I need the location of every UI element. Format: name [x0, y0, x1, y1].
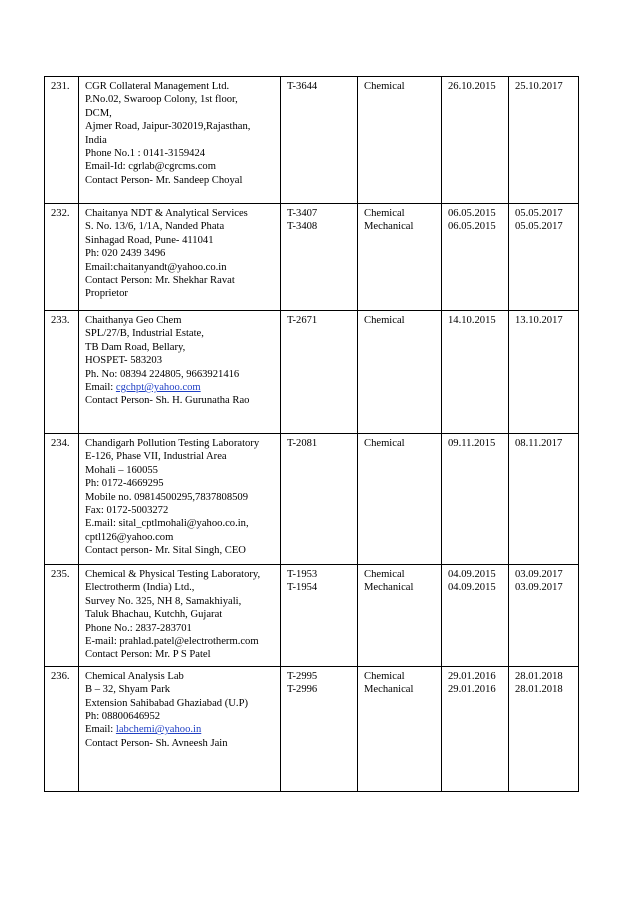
address-line-text: Chemical Analysis Lab: [85, 670, 184, 682]
address-line: [85, 107, 274, 120]
address-line: [85, 174, 274, 187]
address-line: [85, 220, 274, 233]
table-row: [45, 565, 579, 667]
address-line-text: E-126, Phase VII, Industrial Area: [85, 451, 227, 463]
certificate-number-cell: [281, 666, 358, 791]
address-line: [85, 723, 274, 736]
address-line-text: Email:chaitanyandt@yahoo.co.in: [85, 261, 227, 273]
discipline: Mechanical: [364, 582, 414, 594]
certificate-number: T-2081: [287, 438, 318, 449]
address-line-text: CGR Collateral Management Ltd.: [85, 81, 230, 92]
address-line-text: Contact Person: Mr. Shekhar Ravat: [85, 275, 235, 287]
address-line-text: Ph: 0172-4669295: [85, 478, 164, 490]
address-line-text: Contact Person: Mr. P S Patel: [85, 649, 211, 661]
valid-to-cell: [509, 666, 579, 791]
valid-from-date: 06.05.2015: [448, 208, 496, 219]
address-line: [85, 234, 274, 247]
valid-to-date: 08.11.2017: [515, 438, 563, 449]
laboratory-details-cell: [79, 204, 281, 311]
valid-to-cell: [509, 204, 579, 311]
address-line: [85, 93, 274, 106]
serial-number: 235.: [51, 569, 70, 580]
discipline-cell: [358, 666, 442, 791]
table-row: [45, 77, 579, 204]
valid-to-date: 28.01.2018: [515, 670, 563, 682]
address-line-text: S. No. 13/6, 1/1A, Nanded Phata: [85, 221, 225, 233]
valid-from-cell: [442, 565, 509, 667]
address-line: [85, 517, 274, 530]
valid-to-date: 25.10.2017: [515, 81, 563, 92]
serial-number: 236.: [51, 670, 70, 682]
address-line-text: Email:: [85, 724, 116, 736]
address-line-text: HOSPET- 583203: [85, 355, 163, 367]
certificate-number: T-3407: [287, 208, 318, 219]
certificate-number-cell: [281, 565, 358, 667]
valid-from-cell: [442, 204, 509, 311]
address-line-text: TB Dam Road, Bellary,: [85, 341, 186, 353]
address-line-text: E.mail: sital_cptlmohali@yahoo.co.in,: [85, 518, 249, 530]
address-line: [85, 160, 274, 173]
valid-from-date: 09.11.2015: [448, 438, 496, 449]
valid-from-cell: [442, 434, 509, 565]
address-line: [85, 622, 274, 635]
address-line-text: India: [85, 134, 107, 146]
address-line-text: Mobile no. 09814500295,7837808509: [85, 491, 249, 503]
serial-number-cell: [45, 311, 79, 434]
discipline: Mechanical: [364, 684, 414, 696]
serial-number-cell: [45, 434, 79, 565]
valid-to-date: 03.09.2017: [515, 569, 563, 580]
address-line-text: Contact Person- Mr. Sandeep Choyal: [85, 174, 243, 186]
address-line: [85, 491, 274, 504]
address-line-text: DCM,: [85, 107, 112, 119]
address-line-text: Chandigarh Pollution Testing Laboratory: [85, 438, 260, 449]
laboratory-details-cell: [79, 77, 281, 204]
valid-from-date: 29.01.2016: [448, 670, 496, 682]
laboratory-details-cell: [79, 311, 281, 434]
address-line: [85, 134, 274, 147]
discipline-cell: [358, 434, 442, 565]
address-line: [85, 635, 274, 648]
address-line-text: B – 32, Shyam Park: [85, 684, 171, 696]
address-line: [85, 450, 274, 463]
discipline: Chemical: [364, 208, 405, 219]
address-line: [85, 697, 274, 710]
laboratory-details-cell: [79, 434, 281, 565]
address-line: [85, 504, 274, 517]
address-line: [85, 247, 274, 260]
valid-from-date: 29.01.2016: [448, 684, 496, 696]
address-line: [85, 394, 274, 407]
address-line: [85, 737, 274, 750]
address-line-text: cptl126@yahoo.com: [85, 531, 174, 543]
table-row: [45, 666, 579, 791]
address-line-text: Survey No. 325, NH 8, Samakhiyali,: [85, 595, 242, 607]
valid-from-cell: [442, 311, 509, 434]
serial-number-cell: [45, 204, 79, 311]
valid-from-date: 04.09.2015: [448, 582, 496, 594]
valid-from-date: 26.10.2015: [448, 81, 496, 92]
address-line-text: Mohali – 160055: [85, 464, 158, 476]
laboratory-table: [44, 76, 579, 792]
address-line: [85, 287, 274, 300]
address-line-text: Electrotherm (India) Ltd.,: [85, 582, 195, 594]
address-line: [85, 120, 274, 133]
serial-number: 234.: [51, 438, 70, 449]
address-line: [85, 670, 274, 683]
address-line: [85, 381, 274, 394]
address-line-text: E-mail: prahlad.patel@electrotherm.com: [85, 636, 259, 648]
valid-to-cell: [509, 311, 579, 434]
discipline: Chemical: [364, 315, 405, 326]
valid-to-date: 03.09.2017: [515, 582, 563, 594]
address-line-text: Chaitanya NDT & Analytical Services: [85, 208, 248, 219]
address-line-text: Email:: [85, 382, 116, 394]
address-line-text: Fax: 0172-5003272: [85, 505, 169, 517]
address-line: [85, 568, 274, 581]
address-line: [85, 437, 274, 450]
valid-to-cell: [509, 565, 579, 667]
certificate-number-cell: [281, 77, 358, 204]
address-line: [85, 595, 274, 608]
address-line-text: Phone No.1 : 0141-3159424: [85, 148, 206, 160]
address-line: [85, 608, 274, 621]
address-line: [85, 314, 274, 327]
laboratory-details-cell: [79, 666, 281, 791]
valid-to-date: 28.01.2018: [515, 684, 563, 696]
address-line: [85, 147, 274, 160]
address-line-text: Contact person- Mr. Sital Singh, CEO: [85, 545, 246, 557]
certificate-number: T-3408: [287, 221, 318, 233]
address-line-text: SPL/27/B, Industrial Estate,: [85, 328, 204, 340]
address-line: [85, 648, 274, 661]
address-line: [85, 683, 274, 696]
certificate-number: T-2671: [287, 315, 318, 326]
discipline: Mechanical: [364, 221, 414, 233]
address-line-text: Ph: 08800646952: [85, 711, 161, 723]
discipline-cell: [358, 204, 442, 311]
serial-number: 231.: [51, 81, 70, 92]
address-line: [85, 80, 274, 93]
email-link[interactable]: cgchpt@yahoo.com: [115, 382, 201, 394]
certificate-number: T-1953: [287, 569, 318, 580]
valid-to-cell: [509, 77, 579, 204]
address-line: [85, 710, 274, 723]
table-row: [45, 434, 579, 565]
laboratory-details-cell: [79, 565, 281, 667]
address-line-text: Email-Id: cgrlab@cgrcms.com: [85, 161, 216, 173]
address-line: [85, 354, 274, 367]
serial-number-cell: [45, 77, 79, 204]
certificate-number: T-2995: [287, 670, 318, 682]
discipline-cell: [358, 77, 442, 204]
address-line: [85, 207, 274, 220]
address-line: [85, 274, 274, 287]
address-line-text: Ajmer Road, Jaipur-302019,Rajasthan,: [85, 121, 251, 133]
address-line: [85, 477, 274, 490]
discipline: Chemical: [364, 670, 405, 682]
serial-number-cell: [45, 666, 79, 791]
address-line: [85, 327, 274, 340]
valid-to-date: 05.05.2017: [515, 208, 563, 219]
discipline: Chemical: [364, 81, 405, 92]
address-line-text: Chaithanya Geo Chem: [85, 315, 182, 326]
valid-from-date: 06.05.2015: [448, 221, 496, 233]
address-line-text: Extension Sahibabad Ghaziabad (U.P): [85, 697, 248, 709]
address-line-text: Ph. No: 08394 224805, 9663921416: [85, 368, 240, 380]
discipline: Chemical: [364, 569, 405, 580]
certificate-number: T-1954: [287, 582, 318, 594]
certificate-number: T-3644: [287, 81, 318, 92]
address-line: [85, 341, 274, 354]
address-line-text: Ph: 020 2439 3496: [85, 248, 166, 260]
valid-to-cell: [509, 434, 579, 565]
address-line: [85, 261, 274, 274]
valid-from-cell: [442, 666, 509, 791]
address-line-text: Taluk Bhachau, Kutchh, Gujarat: [85, 609, 223, 621]
serial-number-cell: [45, 565, 79, 667]
address-line: [85, 368, 274, 381]
valid-from-date: 04.09.2015: [448, 569, 496, 580]
address-line-text: P.No.02, Swaroop Colony, 1st floor,: [85, 94, 238, 106]
serial-number: 232.: [51, 208, 70, 219]
address-line-text: Chemical & Physical Testing Laboratory,: [85, 569, 261, 580]
certificate-number: T-2996: [287, 684, 318, 696]
discipline-cell: [358, 565, 442, 667]
certificate-number-cell: [281, 311, 358, 434]
address-line: [85, 544, 274, 557]
valid-to-date: 05.05.2017: [515, 221, 563, 233]
address-line-text: Sinhagad Road, Pune- 411041: [85, 234, 214, 246]
valid-to-date: 13.10.2017: [515, 315, 563, 326]
discipline: Chemical: [364, 438, 405, 449]
table-row: [45, 204, 579, 311]
serial-number: 233.: [51, 315, 70, 326]
discipline-cell: [358, 311, 442, 434]
address-line: [85, 581, 274, 594]
certificate-number-cell: [281, 204, 358, 311]
address-line: [85, 464, 274, 477]
address-line-text: Proprietor: [85, 288, 128, 300]
email-link[interactable]: labchemi@yahoo.in: [115, 724, 202, 736]
valid-from-cell: [442, 77, 509, 204]
table-row: [45, 311, 579, 434]
certificate-number-cell: [281, 434, 358, 565]
address-line: [85, 531, 274, 544]
address-line-text: Phone No.: 2837-283701: [85, 622, 192, 634]
laboratory-table-body: [45, 77, 579, 792]
address-line-text: Contact Person- Sh. H. Gurunatha Rao: [85, 395, 250, 407]
address-line-text: Contact Person- Sh. Avneesh Jain: [85, 737, 228, 749]
valid-from-date: 14.10.2015: [448, 315, 496, 326]
